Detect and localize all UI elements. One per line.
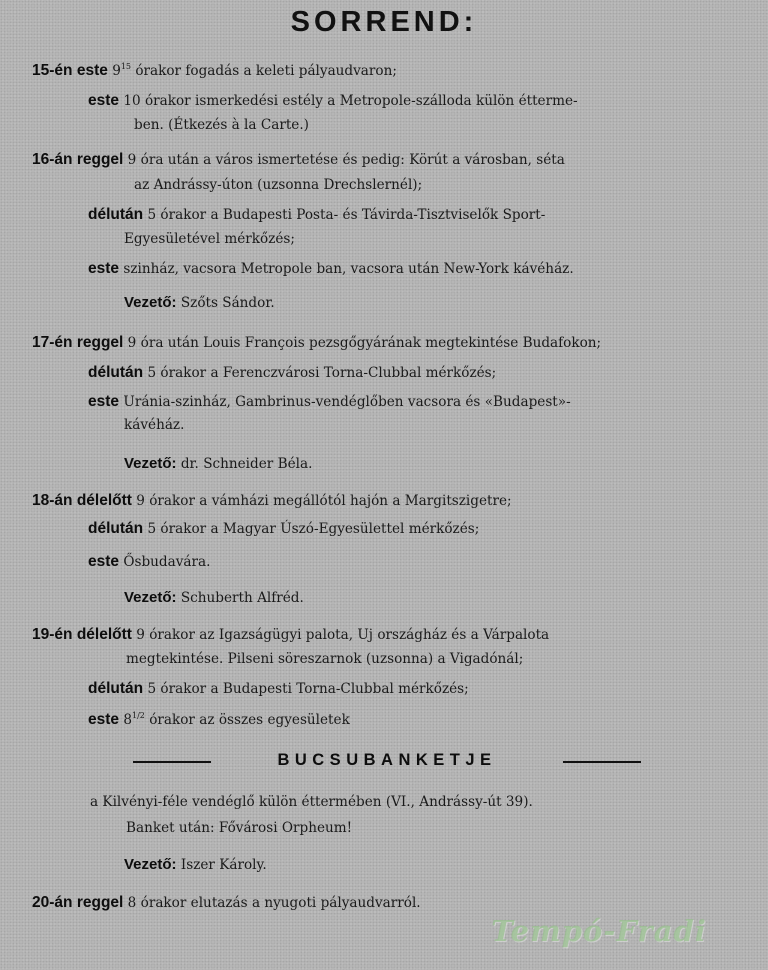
day-16-line-5: [88, 260, 574, 278]
banquet-line-1: a Kilvényi-féle vendéglő külön éttermében (VI., Andrássy-út 39).: [90, 794, 533, 810]
leader-label: Vezető:: [124, 294, 177, 311]
time-label: reggel: [76, 151, 124, 168]
day-15-line-2: [88, 92, 578, 110]
event-text: 8 órakor elutazás a nyugoti pályaudvarról.: [127, 895, 421, 911]
day-18-line-3: [88, 553, 210, 571]
day-label: 20-án: [32, 894, 73, 911]
time-label: este: [76, 62, 108, 79]
day-16-line-3: [88, 206, 545, 224]
day-15-line-3: ben. (Étkezés à la Carte.): [134, 117, 309, 133]
event-text: 5 órakor a Magyar Úszó-Egyesülettel mérkőzés;: [147, 521, 480, 537]
heading-rule-right: [563, 761, 641, 763]
hour: 8: [123, 712, 133, 728]
day-label: 18-án: [32, 492, 73, 509]
time-label: délután: [88, 520, 144, 537]
day-19-line-4: [88, 711, 350, 729]
event-text: 5 órakor a Budapesti Torna-Clubbal mérkőzés;: [147, 681, 469, 697]
event-text: órakor fogadás a keleti pályaudvaron;: [131, 63, 397, 79]
day-20-line-1: [32, 894, 421, 912]
day-17-line-2: [88, 364, 496, 382]
event-text: Uránia-szinház, Gambrinus-vendéglőben vacsora és «Budapest»-: [123, 394, 571, 410]
event-text: 9 órakor az Igazságügyi palota, Uj országház és a Várpalota: [136, 627, 550, 643]
banquet-leader: [124, 856, 267, 873]
day-label: 15-én: [32, 62, 73, 79]
day-18-line-2: [88, 520, 479, 538]
hour-fraction: 1/2: [132, 711, 145, 720]
event-text: órakor az összes egyesületek: [144, 712, 350, 728]
event-text: 5 órakor a Budapesti Posta- és Távirda-Tisztviselők Sport-: [147, 207, 546, 223]
day-17-line-3: [88, 393, 571, 411]
time-label: este: [88, 393, 120, 410]
day-15-line-1: [32, 62, 397, 80]
time-label: este: [88, 553, 120, 570]
event-text: szinház, vacsora Metropole ban, vacsora után New-York kávéház.: [123, 261, 574, 277]
leader-label: Vezető:: [124, 856, 177, 873]
time-label: este: [88, 92, 120, 109]
hour: 9: [112, 63, 121, 79]
event-text: Ősbudavára.: [123, 554, 211, 570]
day-label: 16-án: [32, 151, 73, 168]
leader-name: Schuberth Alfréd.: [180, 590, 304, 606]
time-label: este: [88, 260, 120, 277]
event-text: 9 órakor a vámházi megállótól hajón a Margitszigetre;: [136, 493, 512, 509]
time-label: délután: [88, 206, 144, 223]
event-text: 9 óra után Louis François pezsgőgyárának megtekintése Budafokon;: [127, 335, 602, 351]
time-label: reggel: [76, 894, 124, 911]
day-17-line-4: kávéház.: [124, 417, 185, 433]
banquet-title: BUCSUBANKETJE: [277, 751, 497, 769]
day-19-line-1: [32, 626, 549, 644]
banquet-line-2: Banket után: Fővárosi Orpheum!: [126, 820, 353, 836]
event-text: 9 óra után a város ismertetése és pedig: Körút a városban, séta: [127, 152, 565, 168]
watermark-logo: Tempó-Fradi: [491, 914, 707, 948]
banquet-heading: [133, 751, 641, 773]
day-18-line-1: [32, 492, 512, 510]
day-17-line-1: [32, 334, 601, 352]
time-label: délelőtt: [76, 626, 132, 643]
leader-label: Vezető:: [124, 589, 177, 606]
day-17-leader: [124, 455, 312, 472]
time-label: reggel: [76, 334, 124, 351]
day-16-leader: [124, 294, 275, 311]
day-16-line-1: [32, 151, 565, 169]
page-title: SORREND:: [290, 6, 478, 38]
day-16-line-2: az Andrássy-úton (uzsonna Drechslernél);: [134, 177, 423, 193]
heading-rule-left: [133, 761, 211, 763]
time-label: délelőtt: [76, 492, 132, 509]
leader-name: Iszer Károly.: [180, 857, 267, 873]
event-text: 10 órakor ismerkedési estély a Metropole-szálloda külön étterme-: [123, 93, 578, 109]
time-label: délután: [88, 680, 144, 697]
day-18-leader: [124, 589, 304, 606]
time-label: este: [88, 711, 120, 728]
day-label: 19-én: [32, 626, 73, 643]
day-16-line-4: Egyesületével mérkőzés;: [124, 231, 295, 247]
day-19-line-3: [88, 680, 469, 698]
time-label: délután: [88, 364, 144, 381]
hour-minutes: 15: [120, 62, 132, 71]
leader-name: Szőts Sándor.: [180, 295, 275, 311]
day-label: 17-én: [32, 334, 73, 351]
day-19-line-2: megtekintése. Pilseni söreszarnok (uzsonna) a Vigadónál;: [126, 651, 524, 667]
leader-name: dr. Schneider Béla.: [180, 456, 313, 472]
leader-label: Vezető:: [124, 455, 177, 472]
event-text: 5 órakor a Ferenczvárosi Torna-Clubbal mérkőzés;: [147, 365, 497, 381]
